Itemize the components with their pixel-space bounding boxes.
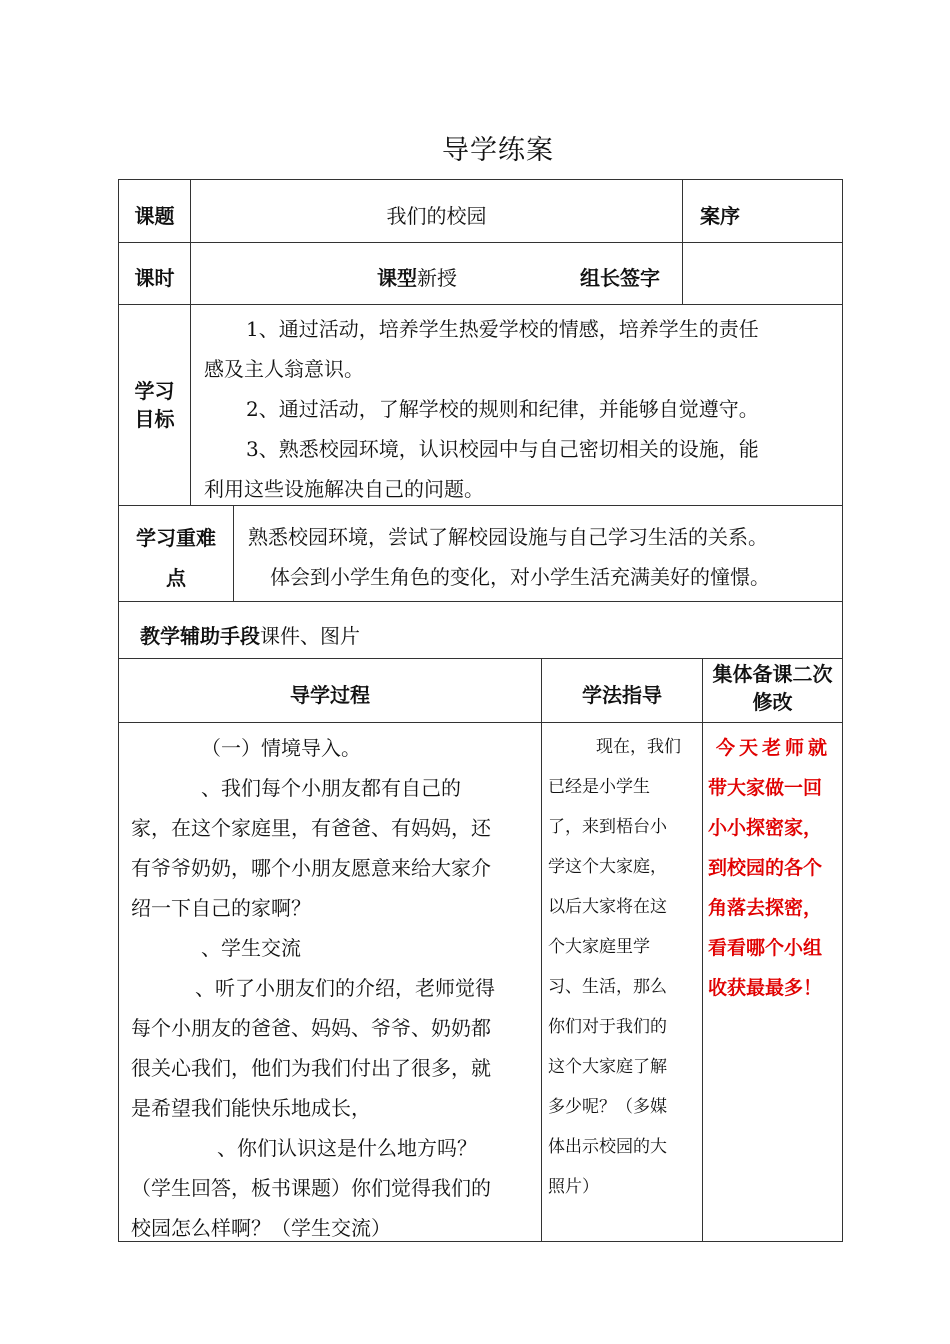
method-line: 了，来到梧台小 <box>548 817 667 837</box>
goal-1-line1: 1、通过活动，培养学生热爱学校的情感，培养学生的责任 <box>246 317 759 341</box>
keypoints-label <box>119 524 233 604</box>
process-line: 绍一下自己的家啊？ <box>131 896 311 920</box>
method-line: 学这个大家庭， <box>548 857 667 877</box>
goals-label-line2: 目标 <box>134 407 175 431</box>
goals-label-line1: 学习 <box>134 379 175 403</box>
method-line: 已经是小学生 <box>548 777 650 797</box>
method-line: 习、生活，那么 <box>548 977 667 997</box>
process-line: 、我们每个小朋友都有自己的 <box>201 776 461 800</box>
leader-sign-label: 组长签字 <box>580 266 660 290</box>
process-line: 是希望我们能快乐地成长， <box>131 1096 371 1120</box>
case-label: 案序 <box>700 204 740 228</box>
lesson-type <box>377 262 497 291</box>
teaching-aids <box>140 620 740 649</box>
revision-header-line2: 修改 <box>752 690 793 714</box>
process-line: 家，在这个家庭里，有爸爸、有妈妈，还 <box>131 816 491 840</box>
process-line: 校园怎么样啊？（学生交流） <box>131 1216 391 1240</box>
method-line: 这个大家庭了解 <box>548 1057 667 1077</box>
topic-label: 课题 <box>134 204 175 228</box>
keypoint-line1: 熟悉校园环境，尝试了解校园设施与自己学习生活的关系。 <box>248 525 768 549</box>
method-line: 多少呢？（多媒 <box>548 1097 667 1117</box>
method-line: 以后大家将在这 <box>548 897 667 917</box>
process-line: 、听了小朋友们的介绍，老师觉得 <box>195 976 495 1000</box>
method-line: 现在，我们 <box>596 737 681 757</box>
revision-line: 角落去探密， <box>708 897 823 919</box>
aids-label: 教学辅助手段 <box>140 624 260 648</box>
revision-line: 今天老师就 <box>716 737 832 759</box>
keypoint-line2: 体会到小学生角色的变化，对小学生活充满美好的憧憬。 <box>270 565 770 589</box>
revision-line: 看看哪个小组 <box>708 937 823 959</box>
method-line: 体出示校园的大 <box>548 1137 667 1157</box>
revision-line: 收获最最多！ <box>708 977 823 999</box>
goal-2: 2、通过活动，了解学校的规则和纪律，并能够自觉遵守。 <box>246 397 759 421</box>
goal-1-line2: 感及主人翁意识。 <box>204 357 364 381</box>
lesson-type-label: 课型 <box>377 266 417 290</box>
keypoints-content <box>248 517 838 597</box>
process-header: 导学过程 <box>290 683 370 707</box>
method-line: 你们对于我们的 <box>548 1017 667 1037</box>
revision-line: 小小探密家， <box>708 817 823 839</box>
lesson-type-value: 新授 <box>417 266 457 290</box>
revision-header-line1: 集体备课二次 <box>712 662 833 686</box>
revision-line: 到校园的各个 <box>708 857 823 879</box>
process-content <box>131 728 536 1248</box>
method-header: 学法指导 <box>582 683 662 707</box>
process-line: 很关心我们，他们为我们付出了很多，就 <box>131 1056 491 1080</box>
method-line: 个大家庭里学 <box>548 937 650 957</box>
process-line: 、学生交流 <box>201 936 301 960</box>
process-line: 每个小朋友的爸爸、妈妈、爷爷、奶奶都 <box>131 1016 491 1040</box>
goal-3-line2: 利用这些设施解决自己的问题。 <box>204 477 484 501</box>
process-line: （一）情境导入。 <box>201 736 361 760</box>
process-line: 有爷爷奶奶，哪个小朋友愿意来给大家介 <box>131 856 491 880</box>
aids-value: 课件、图片 <box>260 624 360 648</box>
document-title: 导学练案 <box>442 135 554 166</box>
keypoints-label-line1: 学习重难 <box>136 526 216 550</box>
revision-line: 带大家做一回 <box>708 777 823 799</box>
revision-header <box>703 660 842 716</box>
process-line: （学生回答，板书课题）你们觉得我们的 <box>131 1176 491 1200</box>
method-content <box>548 727 698 1207</box>
goal-3-line1: 3、熟悉校园环境，认识校园中与自己密切相关的设施，能 <box>246 437 759 461</box>
period-label: 课时 <box>134 266 175 290</box>
goals-label <box>119 377 190 433</box>
revision-content <box>708 728 840 1008</box>
topic-value: 我们的校园 <box>386 204 487 228</box>
goals-content <box>204 309 834 509</box>
process-line: 、你们认识这是什么地方吗？ <box>217 1136 477 1160</box>
method-line: 照片） <box>548 1177 599 1197</box>
keypoints-label-line2: 点 <box>166 566 186 590</box>
